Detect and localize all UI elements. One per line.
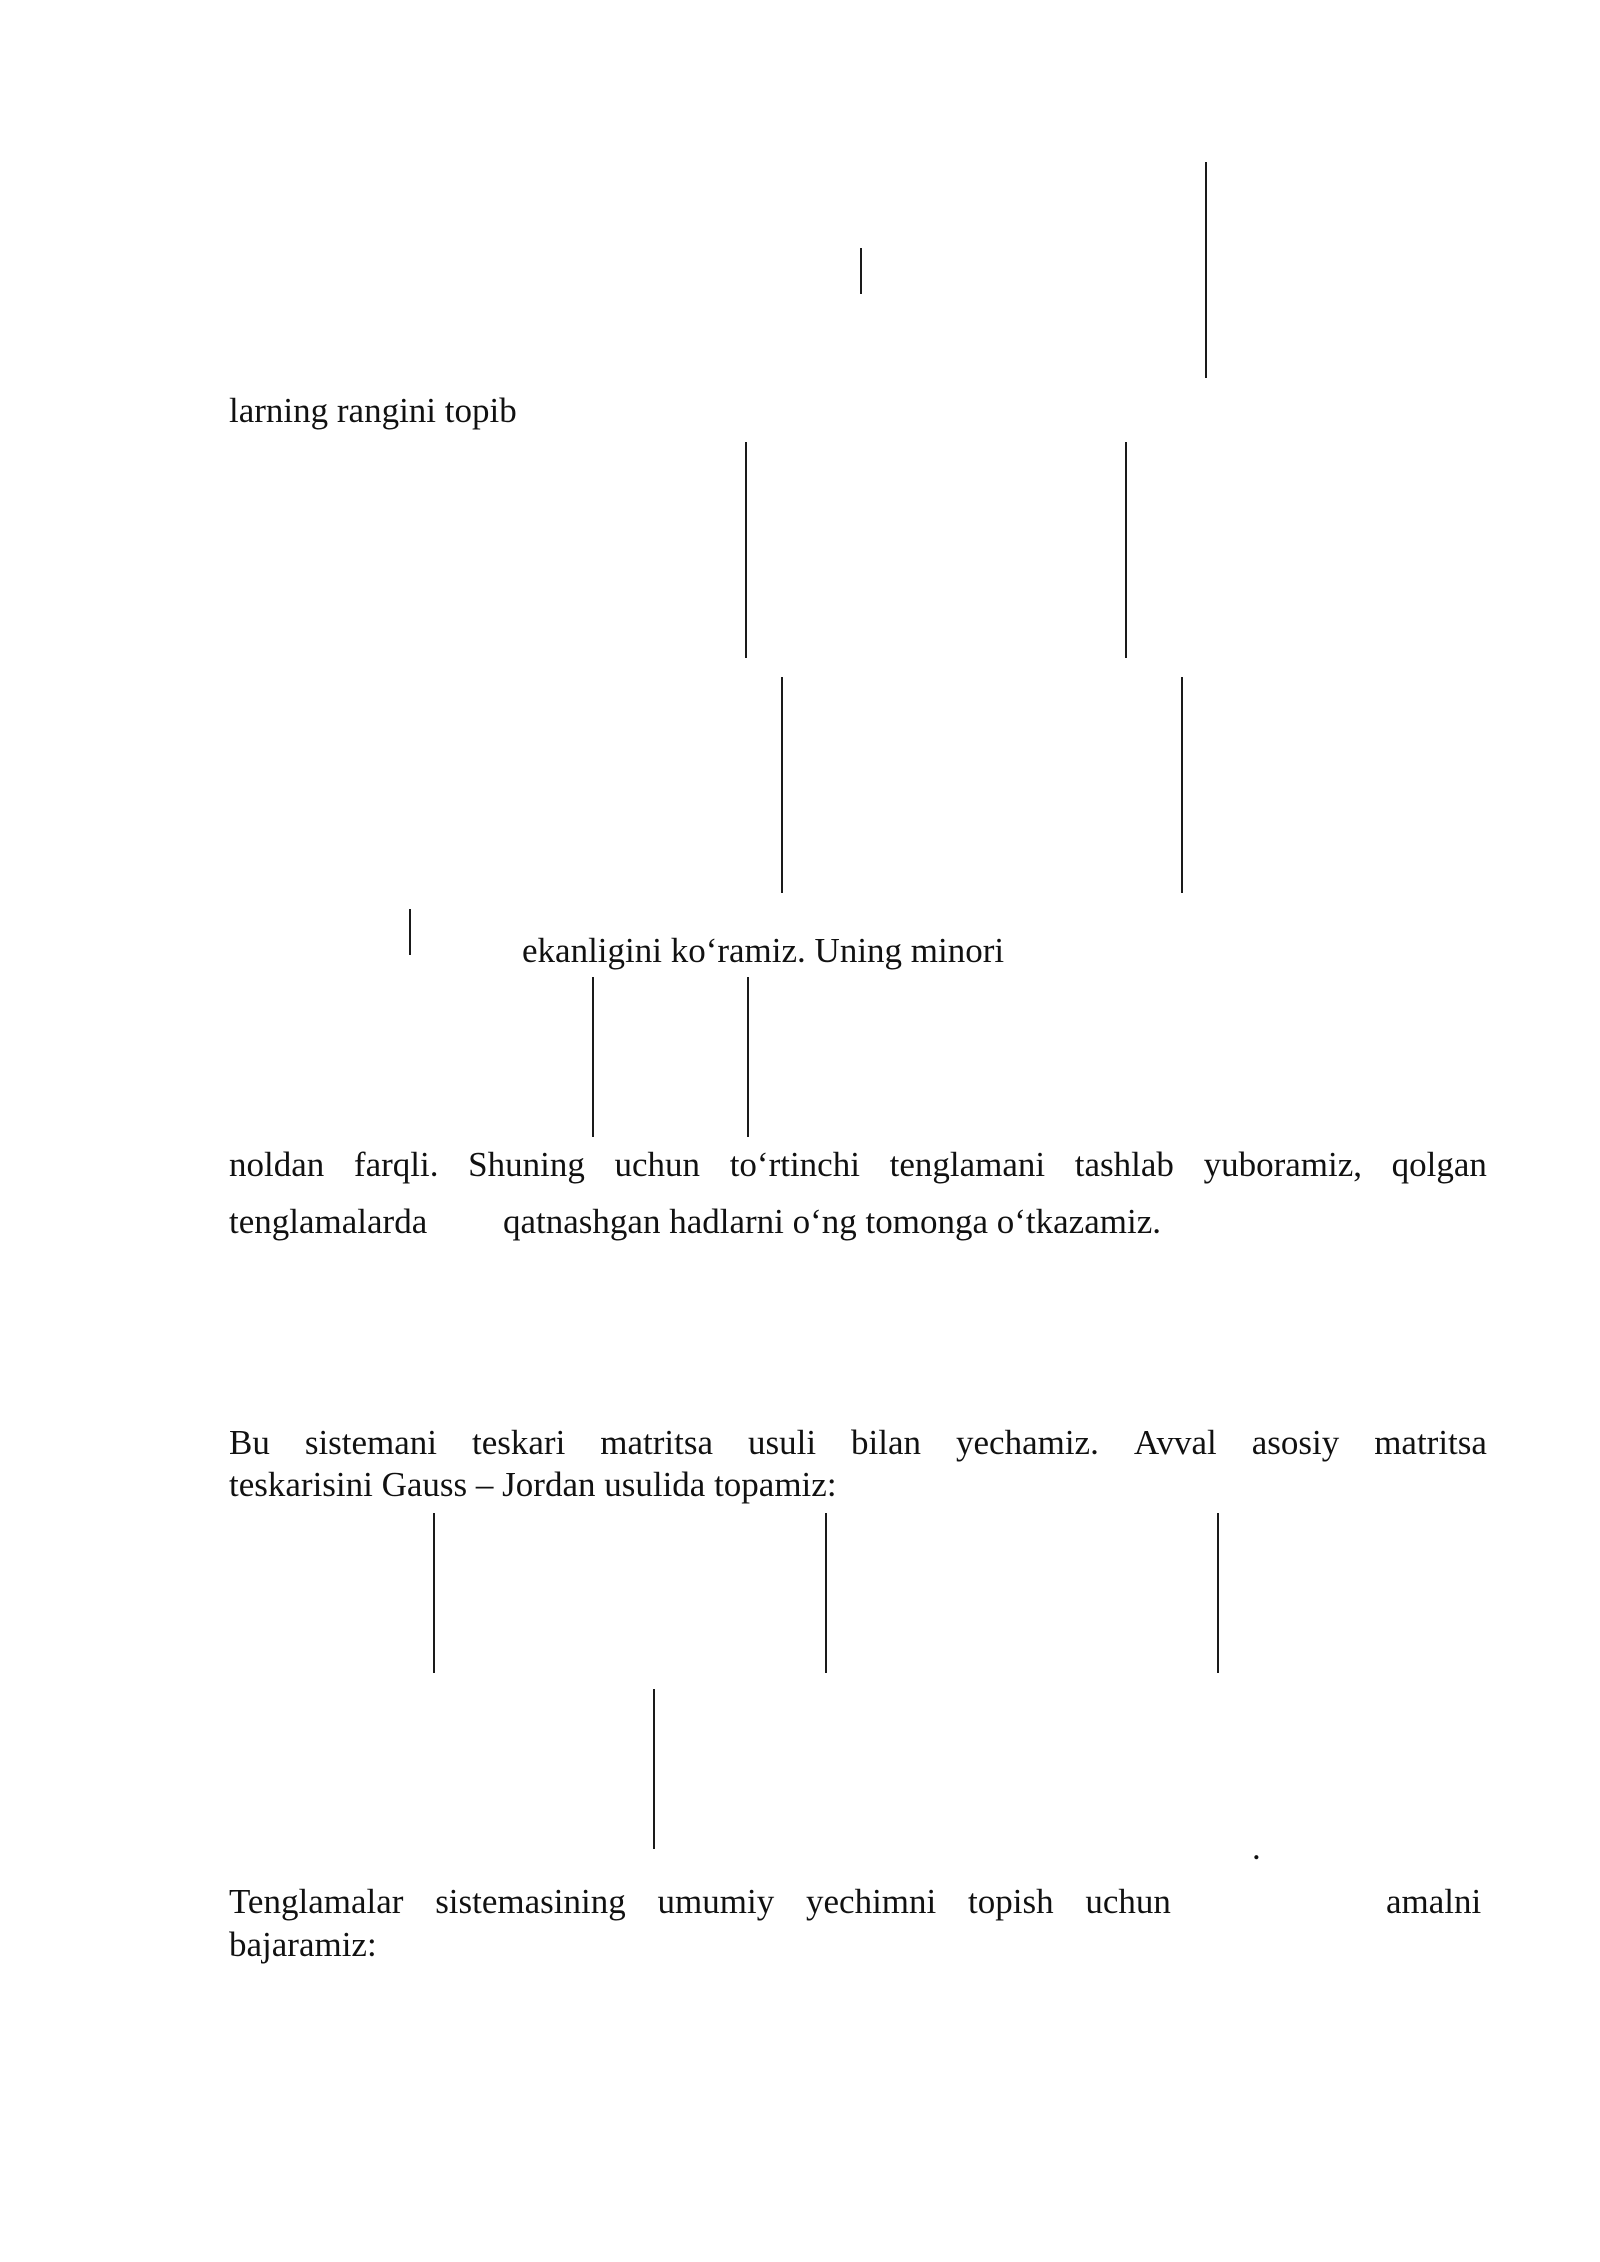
word: umumiy [657,1882,775,1921]
word: Avval [1133,1423,1217,1462]
text-line-rank: larning rangini topib [229,391,517,430]
matrix-bar [433,1513,435,1673]
formula-period: . [1252,1828,1261,1867]
matrix-bar [1217,1513,1219,1673]
matrix-bar [781,677,783,893]
paragraph-2-line-1 [229,1421,1487,1465]
word: noldan [229,1145,325,1184]
word: yechamiz. [956,1423,1099,1462]
matrix-bar [653,1689,655,1849]
matrix-bar [1125,442,1127,658]
paragraph-2-line-2: teskarisini Gauss – Jordan usulida topamiz: [229,1465,837,1504]
word: Tenglamalar [229,1882,404,1921]
paragraph-1-line-2b: qatnashgan hadlarni o‘ng tomonga o‘tkazamiz. [503,1202,1161,1241]
word: topish [968,1882,1054,1921]
matrix-bar [825,1513,827,1673]
word: matritsa [1374,1423,1487,1462]
word: yechimni [806,1882,937,1921]
word: matritsa [600,1423,714,1462]
word: to‘rtinchi [729,1145,860,1184]
word: farqli. [353,1145,439,1184]
word: Shuning [468,1145,585,1184]
paragraph-1-line-1 [229,1143,1487,1187]
word: tenglamani [889,1145,1046,1184]
word: teskari [472,1423,566,1462]
paragraph-1-line-2a: tenglamalarda [229,1202,428,1241]
word: asosiy [1251,1423,1340,1462]
matrix-bar [1205,162,1207,378]
word: qolgan [1391,1145,1487,1184]
word: yuboramiz, [1203,1145,1362,1184]
word: usuli [748,1423,817,1462]
paragraph-3-line-2: bajaramiz: [229,1925,377,1964]
matrix-bar [1181,677,1183,893]
paragraph-3-line-1-end: amalni [1386,1882,1482,1921]
word: tashlab [1074,1145,1174,1184]
matrix-bar [860,248,862,294]
matrix-bar [747,977,749,1137]
matrix-bar [745,442,747,658]
text-line-minor: ekanligini ko‘ramiz. Uning minori [522,931,1005,970]
matrix-bar [592,977,594,1137]
word: sistemani [304,1423,438,1462]
word: sistemasining [435,1882,626,1921]
word: bilan [851,1423,922,1462]
word: Bu [229,1423,270,1462]
paragraph-3-line-1 [229,1880,1171,1924]
word: uchun [1085,1882,1171,1921]
matrix-bar [409,909,411,955]
word: uchun [614,1145,701,1184]
